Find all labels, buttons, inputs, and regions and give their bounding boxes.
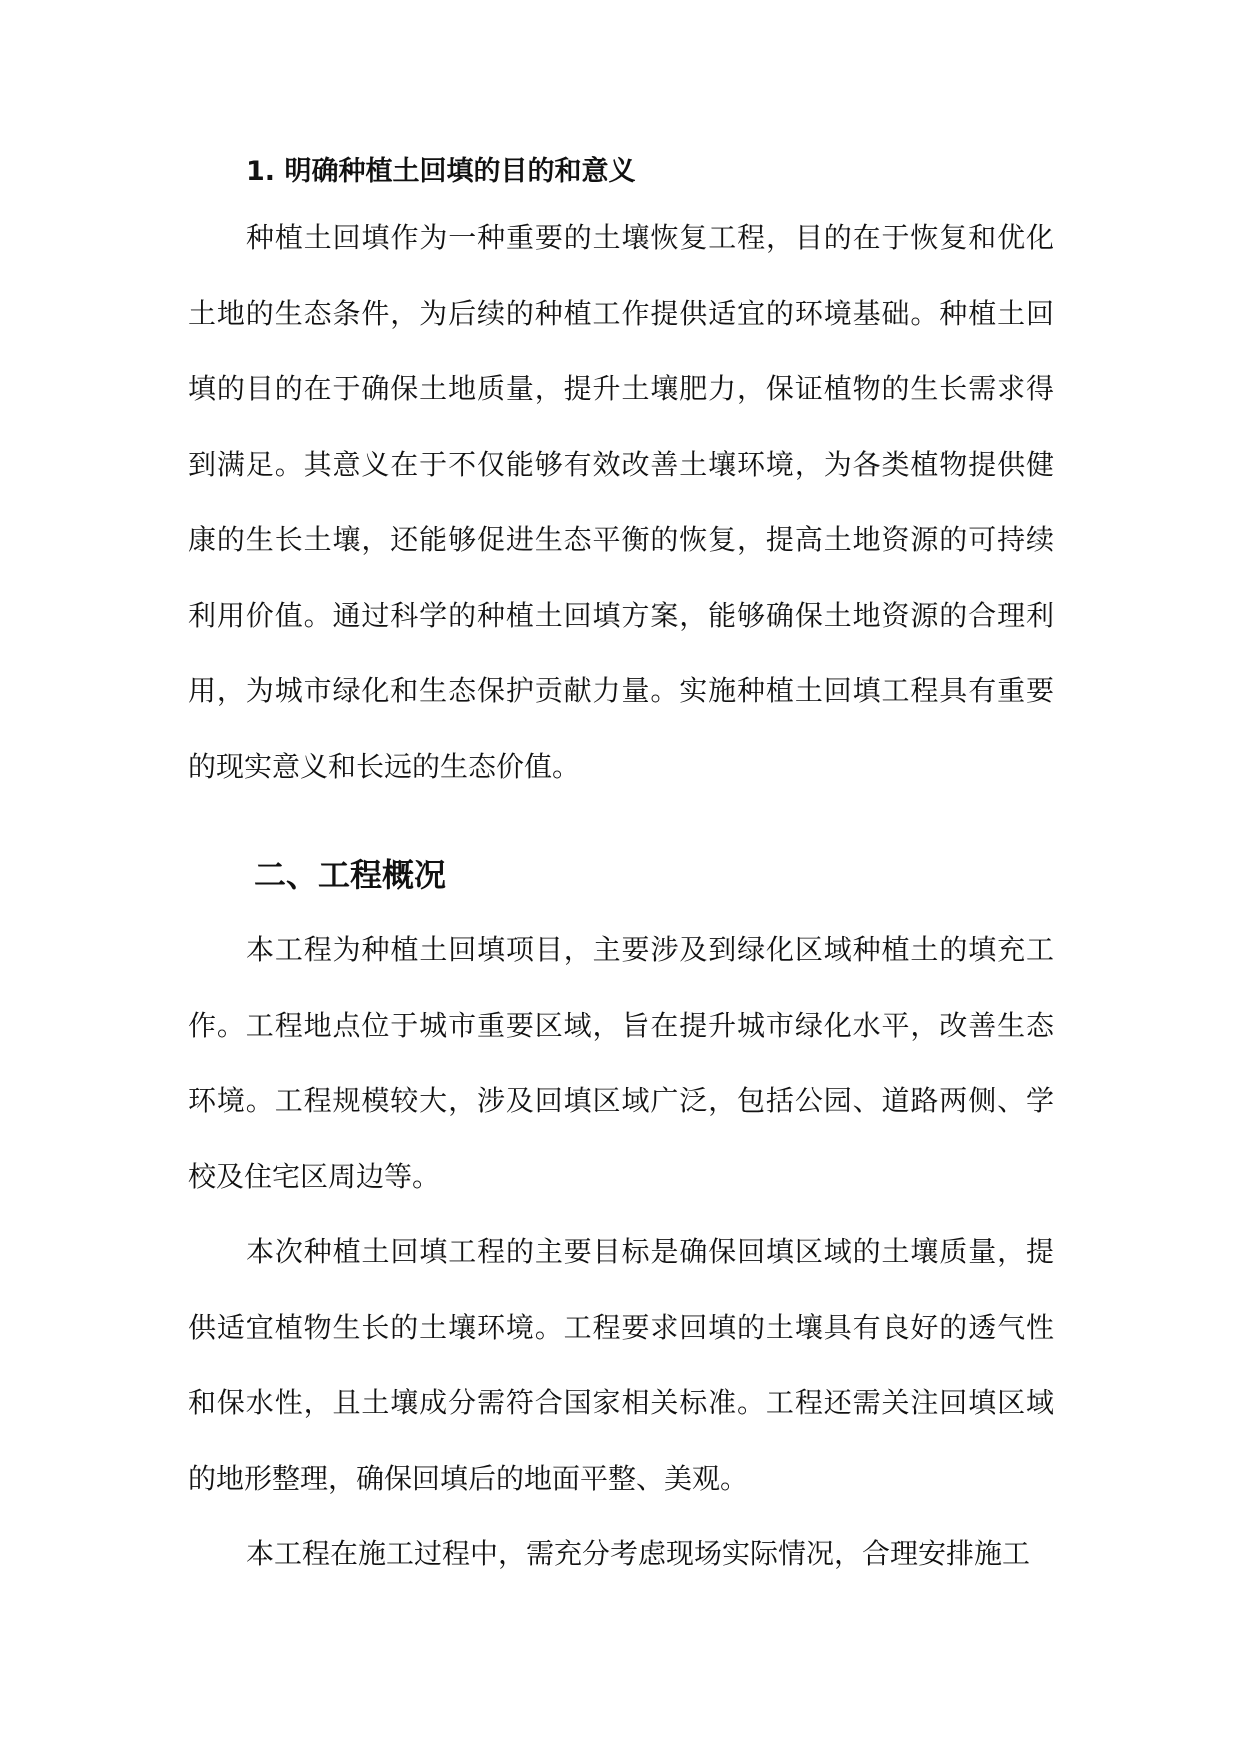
- paragraph-overview-3: 本工程在施工过程中，需充分考虑现场实际情况，合理安排施工: [246, 1537, 1031, 1570]
- paragraph-overview-1: 本工程为种植土回填项目，主要涉及到绿化区域种植土的填充工作。工程地点位于城市重要区域，旨在提升城市绿化水平，改善生态环境。工程规模较大，涉及回填区域广泛，包括公园、道路两侧、学校及住宅区周边等。: [188, 933, 1054, 1193]
- section-heading: 二、工程概况: [254, 856, 447, 894]
- document-body: [188, 146, 1054, 1592]
- paragraph-overview-2: 本次种植土回填工程的主要目标是确保回填区域的土壤质量，提供适宜植物生长的土壤环境。工程要求回填的土壤具有良好的透气性和保水性，且土壤成分需符合国家相关标准。工程还需关注回填区域的地形整理，确保回填后的地面平整、美观。: [188, 1235, 1054, 1495]
- section-subheading: 1. 明确种植土回填的目的和意义: [246, 156, 636, 187]
- paragraph-purpose: 种植土回填作为一种重要的土壤恢复工程，目的在于恢复和优化土地的生态条件，为后续的种植工作提供适宜的环境基础。种植土回填的目的在于确保土地质量，提升土壤肥力，保证植物的生长需求得到满足。其意义在于不仅能够有效改善土壤环境，为各类植物提供健康的生长土壤，还能够促进生态平衡的恢复，提高土地资源的可持续利用价值。通过科学的种植土回填方案，能够确保土地资源的合理利用，为城市绿化和生态保护贡献力量。实施种植土回填工程具有重要的现实意义和长远的生态价值。: [188, 221, 1054, 783]
